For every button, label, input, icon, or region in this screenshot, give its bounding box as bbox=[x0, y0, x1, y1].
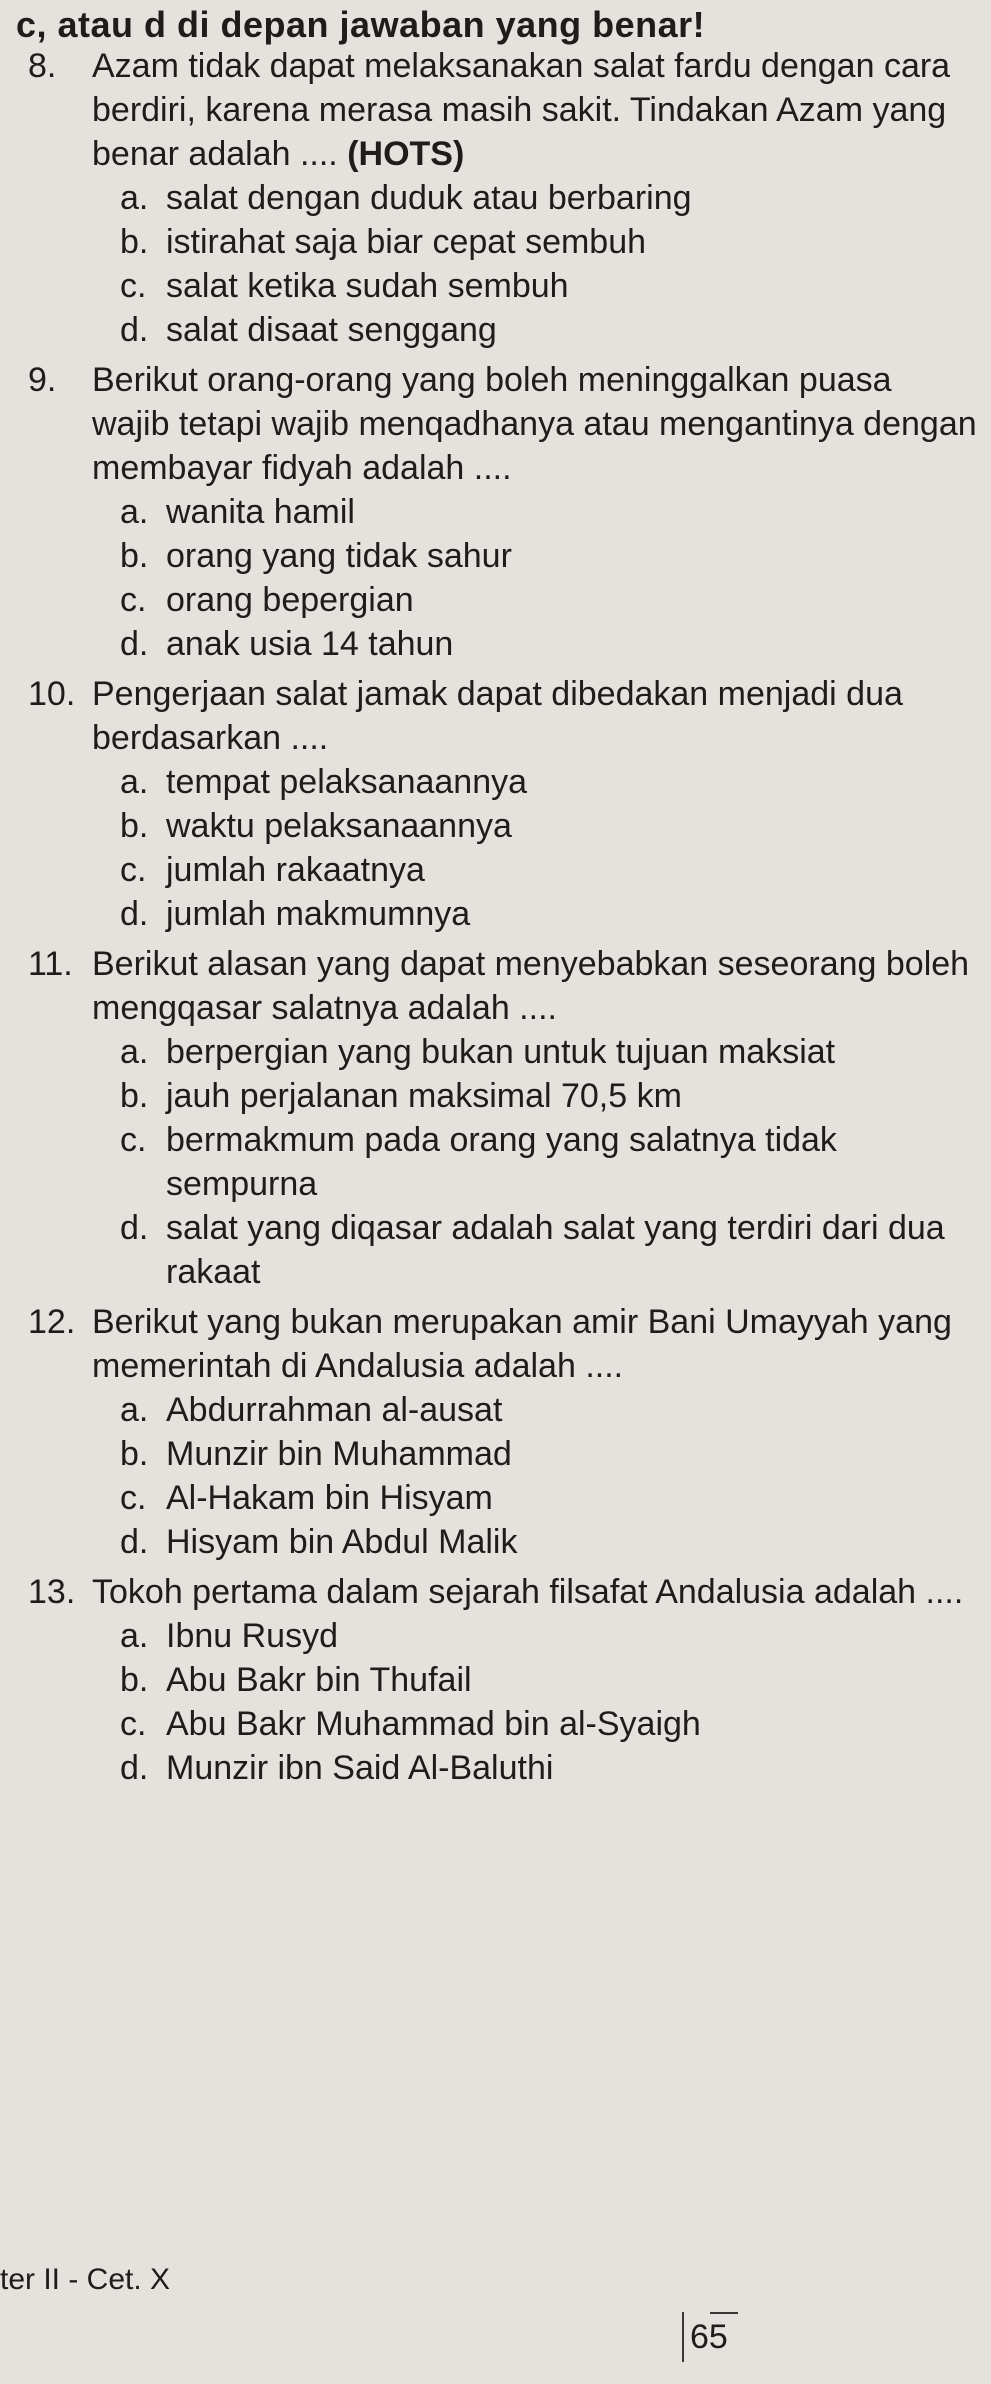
option-letter: d. bbox=[120, 1209, 149, 1247]
question-13 bbox=[28, 1570, 978, 1790]
option-a bbox=[120, 1614, 978, 1658]
option-text: salat disaat senggang bbox=[166, 311, 497, 349]
question-stem bbox=[28, 44, 978, 176]
option-a bbox=[120, 176, 978, 220]
book-footer-label: ter II - Cet. X bbox=[0, 2263, 171, 2296]
option-letter: b. bbox=[120, 1435, 149, 1473]
question-text: Berikut yang bukan merupakan amir Bani Umayyah yang memerintah di Andalusia adalah .... bbox=[92, 1303, 952, 1385]
option-c bbox=[120, 1702, 978, 1746]
option-text: Hisyam bin Abdul Malik bbox=[166, 1523, 518, 1561]
option-letter: a. bbox=[120, 493, 149, 531]
instruction-header: c, atau d di depan jawaban yang benar! bbox=[16, 4, 706, 45]
question-stem bbox=[28, 358, 978, 490]
option-text: bermakmum pada orang yang salatnya tidak sempurna bbox=[166, 1121, 837, 1203]
option-d bbox=[120, 622, 978, 666]
option-text: Munzir bin Muhammad bbox=[166, 1435, 512, 1473]
option-list bbox=[120, 1388, 978, 1564]
option-letter: a. bbox=[120, 1391, 149, 1429]
option-text: Abdurrahman al-ausat bbox=[166, 1391, 503, 1429]
question-text-wrap bbox=[92, 44, 978, 176]
option-letter: b. bbox=[120, 223, 149, 261]
option-letter: a. bbox=[120, 1617, 149, 1655]
question-text: Berikut orang-orang yang boleh meninggalkan puasa wajib tetapi wajib menqadhanya atau mengantinya dengan membayar fidyah adalah .... bbox=[92, 361, 977, 487]
option-d bbox=[120, 308, 978, 352]
option-text: anak usia 14 tahun bbox=[166, 625, 454, 663]
option-d bbox=[120, 1520, 978, 1564]
option-letter: d. bbox=[120, 311, 149, 349]
option-b bbox=[120, 804, 978, 848]
page-number-overline bbox=[710, 2312, 738, 2314]
option-text: tempat pelaksanaannya bbox=[166, 763, 528, 801]
hots-tag: (HOTS) bbox=[347, 135, 465, 173]
option-b bbox=[120, 534, 978, 578]
option-a bbox=[120, 760, 978, 804]
question-text: Berikut alasan yang dapat menyebabkan seseorang boleh mengqasar salatnya adalah .... bbox=[92, 945, 970, 1027]
option-b bbox=[120, 1074, 978, 1118]
option-letter: b. bbox=[120, 1077, 149, 1115]
option-d bbox=[120, 1206, 978, 1294]
option-d bbox=[120, 1746, 978, 1790]
question-11 bbox=[28, 942, 978, 1294]
option-text: jauh perjalanan maksimal 70,5 km bbox=[166, 1077, 682, 1115]
option-c bbox=[120, 1476, 978, 1520]
question-number: 12. bbox=[28, 1303, 76, 1341]
question-number: 13. bbox=[28, 1573, 76, 1611]
option-letter: a. bbox=[120, 1033, 149, 1071]
option-a bbox=[120, 1030, 978, 1074]
option-text: salat ketika sudah sembuh bbox=[166, 267, 569, 305]
option-text: orang yang tidak sahur bbox=[166, 537, 512, 575]
option-letter: a. bbox=[120, 763, 149, 801]
option-text: wanita hamil bbox=[166, 493, 355, 531]
option-letter: c. bbox=[120, 1479, 147, 1517]
option-letter: c. bbox=[120, 267, 147, 305]
option-text: Al-Hakam bin Hisyam bbox=[166, 1479, 493, 1517]
question-stem bbox=[28, 1570, 978, 1614]
option-text: Abu Bakr Muhammad bin al-Syaigh bbox=[166, 1705, 701, 1743]
option-letter: b. bbox=[120, 1661, 149, 1699]
option-letter: b. bbox=[120, 807, 149, 845]
option-text: jumlah rakaatnya bbox=[166, 851, 425, 889]
option-text: Munzir ibn Said Al-Baluthi bbox=[166, 1749, 554, 1787]
question-text: Tokoh pertama dalam sejarah filsafat Andalusia adalah .... bbox=[92, 1573, 964, 1611]
option-text: Ibnu Rusyd bbox=[166, 1617, 338, 1655]
option-a bbox=[120, 1388, 978, 1432]
option-text: salat yang diqasar adalah salat yang terdiri dari dua rakaat bbox=[166, 1209, 945, 1291]
option-d bbox=[120, 892, 978, 936]
question-number: 11. bbox=[28, 945, 73, 983]
option-letter: d. bbox=[120, 1749, 149, 1787]
question-stem bbox=[28, 942, 978, 1030]
option-text: orang bepergian bbox=[166, 581, 414, 619]
question-stem bbox=[28, 1300, 978, 1388]
question-9 bbox=[28, 358, 978, 666]
option-c bbox=[120, 1118, 978, 1206]
option-letter: d. bbox=[120, 895, 149, 933]
option-letter: d. bbox=[120, 625, 149, 663]
question-text: Azam tidak dapat melaksanakan salat fardu dengan cara berdiri, karena merasa masih sakit. Tindakan Azam yang benar adalah .... bbox=[92, 47, 951, 173]
option-b bbox=[120, 220, 978, 264]
option-letter: d. bbox=[120, 1523, 149, 1561]
option-letter: c. bbox=[120, 1705, 147, 1743]
question-number: 9. bbox=[28, 361, 57, 399]
option-letter: a. bbox=[120, 179, 149, 217]
option-b bbox=[120, 1432, 978, 1476]
option-c bbox=[120, 578, 978, 622]
question-8 bbox=[28, 44, 978, 352]
option-list bbox=[120, 760, 978, 936]
question-text: Pengerjaan salat jamak dapat dibedakan menjadi dua berdasarkan .... bbox=[92, 675, 903, 757]
option-letter: c. bbox=[120, 581, 147, 619]
option-text: waktu pelaksanaannya bbox=[166, 807, 512, 845]
option-list bbox=[120, 1614, 978, 1790]
option-list bbox=[120, 176, 978, 352]
question-12 bbox=[28, 1300, 978, 1564]
question-10 bbox=[28, 672, 978, 936]
option-text: berpergian yang bukan untuk tujuan maksiat bbox=[166, 1033, 836, 1071]
option-c bbox=[120, 264, 978, 308]
option-a bbox=[120, 490, 978, 534]
option-list bbox=[120, 1030, 978, 1294]
option-letter: b. bbox=[120, 537, 149, 575]
option-letter: c. bbox=[120, 1121, 147, 1159]
page-number-divider bbox=[682, 2312, 684, 2362]
option-text: jumlah makmumnya bbox=[166, 895, 471, 933]
option-text: Abu Bakr bin Thufail bbox=[166, 1661, 472, 1699]
option-list bbox=[120, 490, 978, 666]
option-text: istirahat saja biar cepat sembuh bbox=[166, 223, 647, 261]
page-number: 65 bbox=[690, 2318, 728, 2356]
question-number: 8. bbox=[28, 47, 57, 85]
option-c bbox=[120, 848, 978, 892]
question-stem bbox=[28, 672, 978, 760]
option-letter: c. bbox=[120, 851, 147, 889]
question-list bbox=[28, 44, 978, 1790]
option-text: salat dengan duduk atau berbaring bbox=[166, 179, 692, 217]
question-number: 10. bbox=[28, 675, 76, 713]
option-b bbox=[120, 1658, 978, 1702]
